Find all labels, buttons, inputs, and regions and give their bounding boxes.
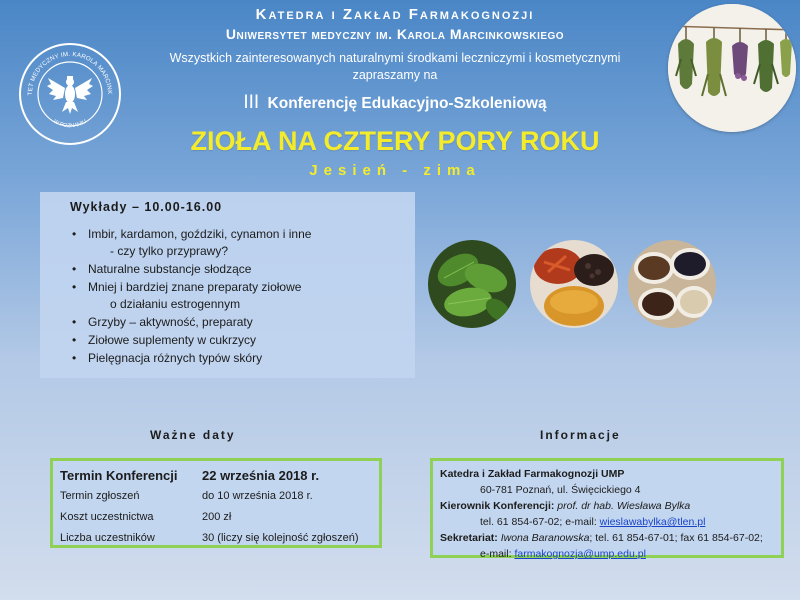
information-heading: Informacje <box>540 428 621 442</box>
sekretariat-email-link[interactable]: farmakognozja@ump.edu.pl <box>514 548 646 560</box>
conference-title: ZIOŁA NA CZTERY PORY ROKU <box>190 126 600 156</box>
important-dates-box <box>50 458 382 548</box>
lectures-panel <box>40 192 415 378</box>
invitation-text <box>130 50 660 84</box>
date-row-registration: Termin zgłoszeń do 10 września 2018 r. <box>60 490 313 502</box>
conference-type-label: Konferencję Edukacyjno-Szkoleniową <box>267 95 547 112</box>
important-dates-heading: Ważne daty <box>150 428 236 442</box>
svg-text:W POZNANIU: W POZNANIU <box>52 118 88 130</box>
date-row-cost: Koszt uczestnictwa 200 zł <box>60 511 232 523</box>
invitation-line-2: zapraszamy na <box>352 68 438 82</box>
info-kierownik-contact: tel. 61 854-67-02; e-mail: wieslawabylka@tlen.pl <box>480 516 706 528</box>
basil-leaves-photo <box>428 240 516 328</box>
lecture-item: • Grzyby – aktywność, preparaty <box>70 314 401 331</box>
lectures-list <box>70 226 401 367</box>
contact-info-box <box>430 458 784 558</box>
info-address: 60-781 Poznań, ul. Święcickiego 4 <box>480 484 641 496</box>
conference-type <box>130 92 660 114</box>
hanging-herbs-photo <box>668 4 796 132</box>
invitation-line-1: Wszystkich zainteresowanych naturalnymi środkami leczniczymi i kosmetycznymi <box>169 51 621 65</box>
info-sekretariat-email: e-mail: farmakognozja@ump.edu.pl <box>480 548 646 560</box>
info-department: Katedra i Zakład Farmakognozji UMP <box>440 468 625 480</box>
date-row-participants: Liczba uczestników 30 (liczy się kolejność zgłoszeń) <box>60 532 359 544</box>
university-seal-logo <box>18 42 122 146</box>
info-sekretariat: Sekretariat: Iwona Baranowska; tel. 61 854-67-01; fax 61 854-67-02; <box>440 532 763 544</box>
svg-text:UNIWERSYTET MEDYCZNY IM. KAROL: TET MEDYCZNY IM. KAROLA MARCINK <box>26 50 114 96</box>
department-name: Katedra i Zakład Farmakognozji <box>255 6 535 23</box>
lecture-item: • Ziołowe suplementy w cukrzycy <box>70 332 401 349</box>
lecture-item: • Mniej i bardziej znane preparaty ziołowe o działaniu estrogennym <box>70 279 401 313</box>
university-name: Uniwersytet medyczny im. Karola Marcinkowskiego <box>225 26 565 42</box>
kierownik-email-link[interactable]: wieslawabylka@tlen.pl <box>599 516 706 528</box>
lecture-item: • Naturalne substancje słodzące <box>70 261 401 278</box>
info-kierownik: Kierownik Konferencji: prof. dr hab. Wiesława Bylka <box>440 500 691 512</box>
lecture-item: • Imbir, kardamon, goździki, cynamon i inne - czy tylko przyprawy? <box>70 226 401 260</box>
spices-bowls-photo <box>530 240 618 328</box>
conference-season: Jesień - zima <box>309 162 481 179</box>
date-row-conference: Termin Konferencji 22 września 2018 r. <box>60 468 320 483</box>
peppercorn-spices-photo <box>628 240 716 328</box>
conference-edition: III <box>243 92 260 113</box>
lectures-title: Wykłady – 10.00-16.00 <box>70 200 223 214</box>
lecture-item: • Pielęgnacja różnych typów skóry <box>70 350 401 367</box>
